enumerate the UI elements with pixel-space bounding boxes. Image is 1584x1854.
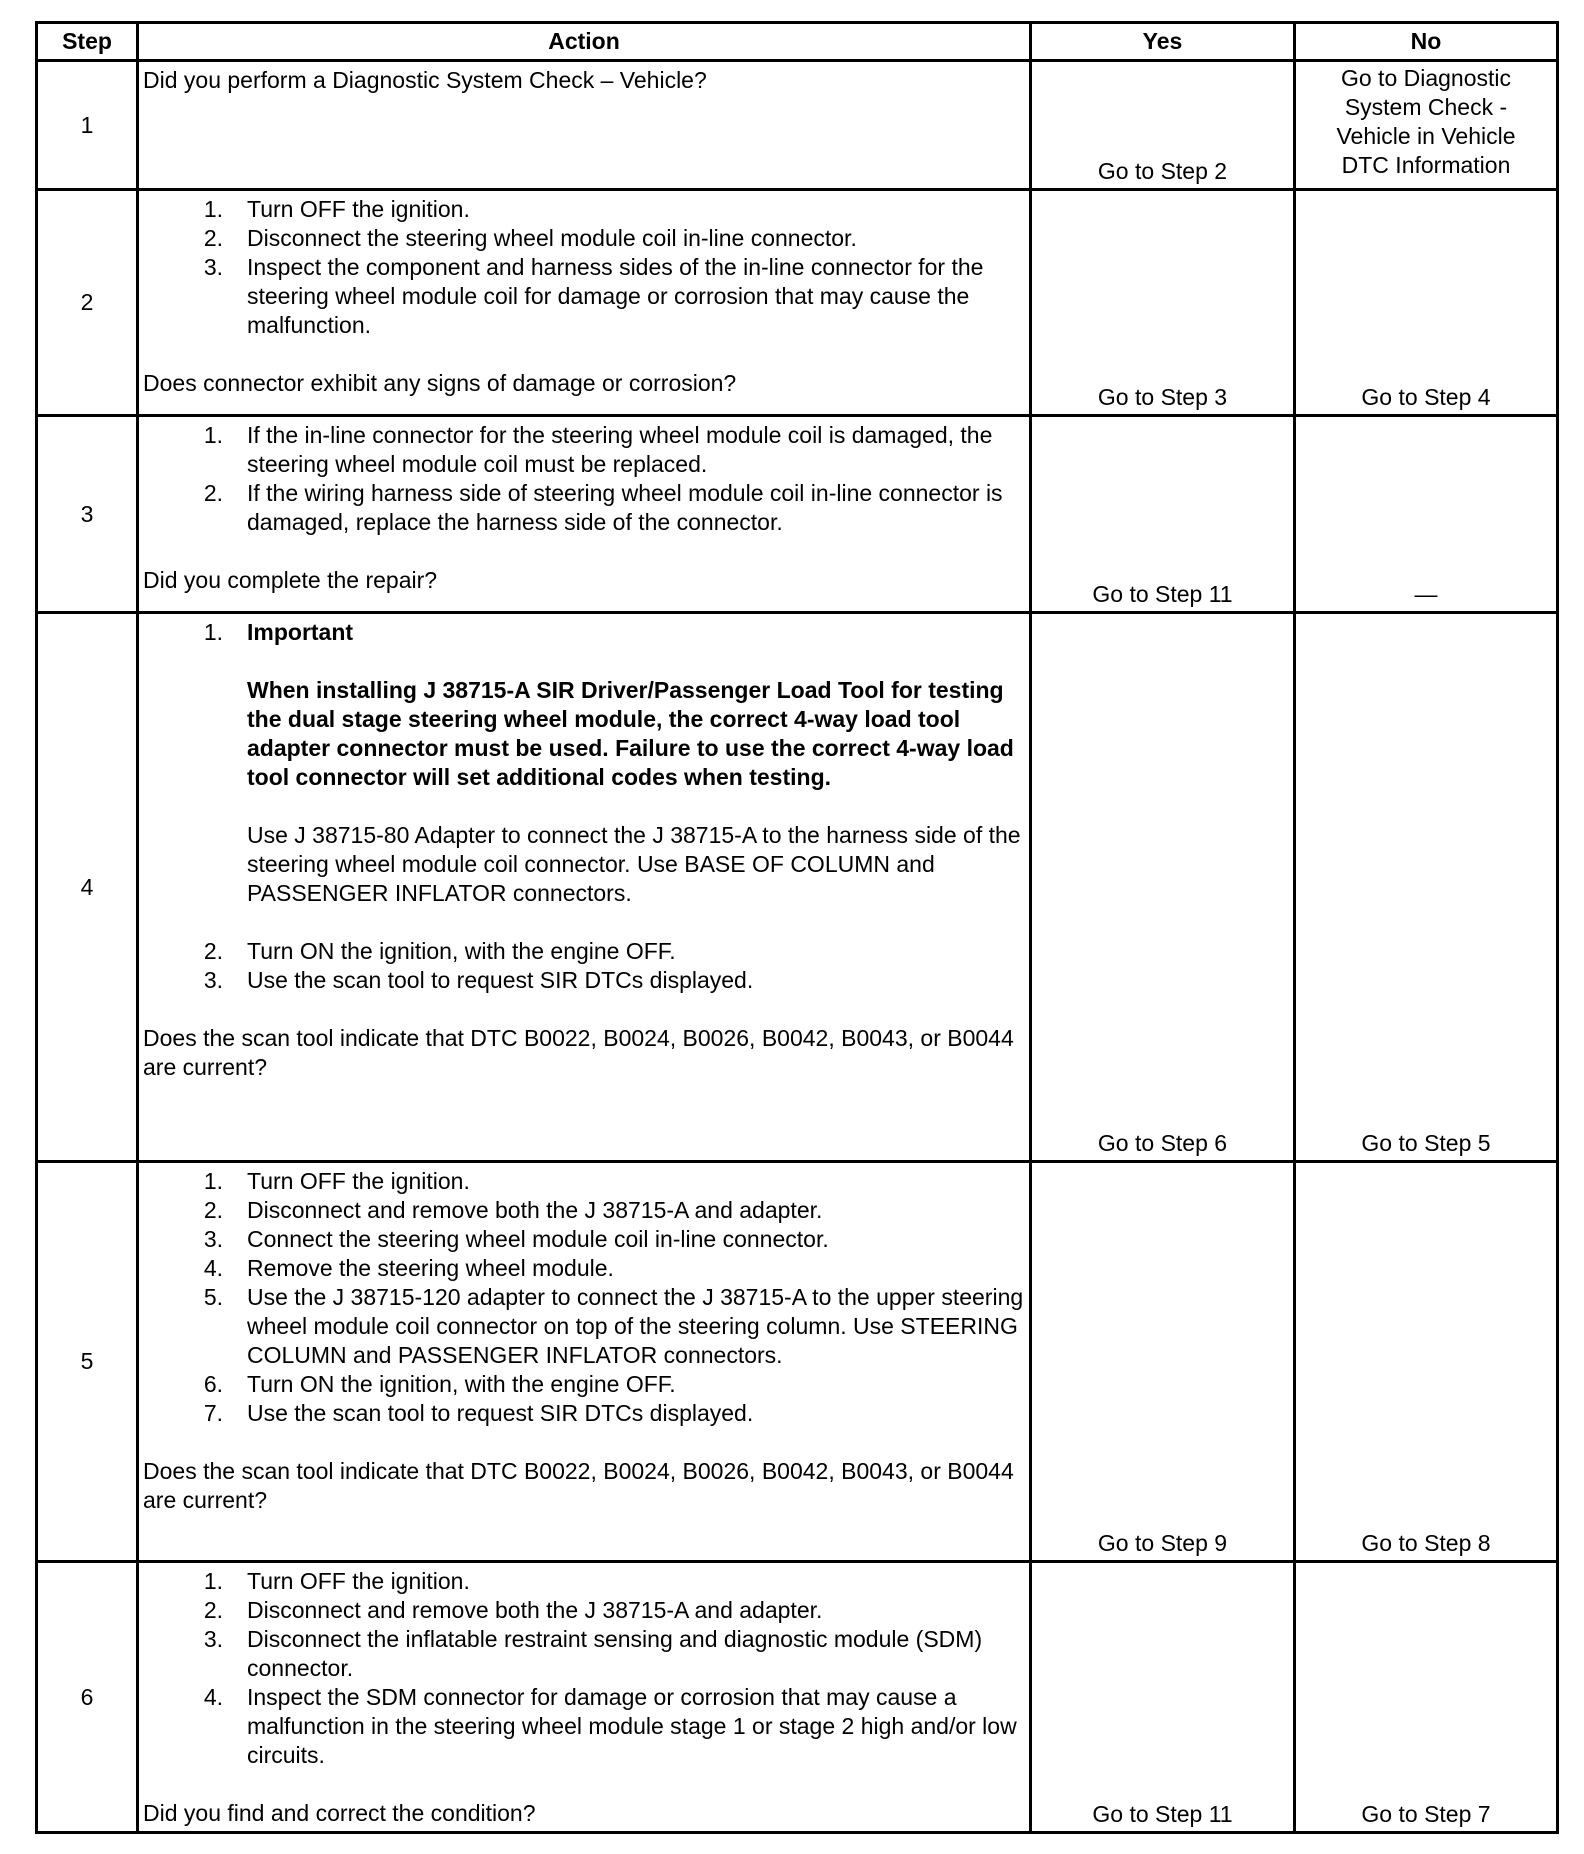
question-text: Does the scan tool indicate that DTC B0022, B0024, B0026, B0042, B0043, or B0044 are current? — [143, 1025, 1014, 1080]
table-row — [37, 190, 1558, 416]
list-item: 2. Disconnect and remove both the J 38715-A and adapter. — [203, 1597, 823, 1623]
header-yes: Yes — [1031, 23, 1295, 61]
no-result — [1295, 61, 1558, 190]
list-item: 1. Turn OFF the ignition. — [203, 196, 470, 222]
action-cell — [138, 416, 1031, 613]
step-number: 1 — [37, 61, 138, 190]
question-text: Did you complete the repair? — [143, 567, 438, 593]
no-result-line: System Check - — [1344, 94, 1508, 120]
header-no: No — [1295, 23, 1558, 61]
yes-result: Go to Step 3 — [1031, 190, 1295, 416]
no-result-line: DTC Information — [1341, 152, 1511, 178]
action-cell — [138, 190, 1031, 416]
list-item: 4. Inspect the SDM connector for damage or corrosion that may cause a malfunction in the steering wheel module stage 1 or stage 2 high and/or low circuits. — [203, 1684, 1017, 1768]
action-cell — [138, 613, 1031, 1162]
list-item: 2. Disconnect and remove both the J 38715-A and adapter. — [203, 1197, 823, 1223]
procedure-list — [143, 618, 1025, 995]
yes-result: Go to Step 11 — [1031, 1562, 1295, 1833]
list-item: 3. Disconnect the inflatable restraint sensing and diagnostic module (SDM) connector. — [203, 1626, 983, 1681]
list-item: 3. Use the scan tool to request SIR DTCs displayed. — [203, 967, 754, 993]
diagnostic-table-container — [35, 21, 1556, 1834]
question-text: Does connector exhibit any signs of damage or corrosion? — [143, 370, 737, 396]
table-row — [37, 61, 1558, 190]
list-item: 6. Turn ON the ignition, with the engine OFF. — [203, 1371, 676, 1397]
table-row — [37, 1562, 1558, 1833]
procedure-list — [143, 195, 1025, 340]
no-result: — — [1295, 416, 1558, 613]
table-row — [37, 416, 1558, 613]
list-item: 5. Use the J 38715-120 adapter to connect the J 38715-A to the upper steering wheel module coil connector on top of the steering column. Use STEERING COLUMN and PASSENGER INFLATOR connectors. — [203, 1284, 1024, 1368]
list-item: 4. Remove the steering wheel module. — [203, 1255, 614, 1281]
procedure-list — [143, 1567, 1025, 1770]
question-text: Did you perform a Diagnostic System Check – Vehicle? — [143, 67, 707, 93]
step-number: 4 — [37, 613, 138, 1162]
list-item: 1. Important When installing J 38715-A SIR Driver/Passenger Load Tool for testing the dual stage steering wheel module, the correct 4-way load tool adapter connector must be used. Failure to use the correct 4-way load tool connector will set additional codes when testing. Use J 38715-80 Adapter to connect the J 38715-A to the harness side of the steering wheel module coil connector. Use BASE OF COLUMN and PASSENGER INFLATOR connectors. — [143, 618, 1025, 937]
important-title: Important — [247, 619, 354, 645]
table-row — [37, 613, 1558, 1162]
yes-result: Go to Step 6 — [1031, 613, 1295, 1162]
diagnostic-table — [35, 21, 1559, 1834]
no-result: Go to Step 5 — [1295, 613, 1558, 1162]
no-result: Go to Step 8 — [1295, 1162, 1558, 1562]
step-number: 5 — [37, 1162, 138, 1562]
action-cell — [138, 1162, 1031, 1562]
procedure-list — [143, 421, 1025, 537]
step-number: 6 — [37, 1562, 138, 1833]
no-result-line: Vehicle in Vehicle — [1336, 123, 1516, 149]
important-note: Use J 38715-80 Adapter to connect the J 38715-A to the harness side of the steering wheel module coil connector. Use BASE OF COLUMN and PASSENGER INFLATOR connectors. — [247, 822, 1021, 906]
table-row — [37, 1162, 1558, 1562]
header-step: Step — [37, 23, 138, 61]
no-result: Go to Step 7 — [1295, 1562, 1558, 1833]
list-item: 7. Use the scan tool to request SIR DTCs displayed. — [203, 1400, 754, 1426]
step-number: 2 — [37, 190, 138, 416]
header-action: Action — [138, 23, 1031, 61]
procedure-list — [143, 1167, 1025, 1428]
important-warning: When installing J 38715-A SIR Driver/Passenger Load Tool for testing the dual stage steering wheel module, the correct 4-way load tool adapter connector must be used. Failure to use the correct 4-way load tool connector will set additional codes when testing. — [247, 677, 1014, 790]
yes-result: Go to Step 9 — [1031, 1162, 1295, 1562]
table-header-row — [37, 23, 1558, 61]
list-item: 3. Connect the steering wheel module coil in-line connector. — [203, 1226, 829, 1252]
list-item: 3. Inspect the component and harness sides of the in-line connector for the steering wheel module coil for damage or corrosion that may cause the malfunction. — [203, 254, 984, 338]
yes-result: Go to Step 11 — [1031, 416, 1295, 613]
action-cell — [138, 61, 1031, 190]
list-item: 2. If the wiring harness side of steering wheel module coil in-line connector is damaged, replace the harness side of the connector. — [203, 480, 1003, 535]
no-result: Go to Step 4 — [1295, 190, 1558, 416]
list-item: 2. Disconnect the steering wheel module coil in-line connector. — [203, 225, 857, 251]
list-item: 1. If the in-line connector for the steering wheel module coil is damaged, the steering wheel module coil must be replaced. — [203, 422, 993, 477]
yes-result: Go to Step 2 — [1031, 61, 1295, 190]
action-cell — [138, 1562, 1031, 1833]
list-item: 2. Turn ON the ignition, with the engine OFF. — [203, 938, 676, 964]
step-number: 3 — [37, 416, 138, 613]
question-text: Does the scan tool indicate that DTC B0022, B0024, B0026, B0042, B0043, or B0044 are current? — [143, 1458, 1014, 1513]
list-item: 1. Turn OFF the ignition. — [203, 1568, 470, 1594]
no-result-line: Go to Diagnostic — [1340, 65, 1512, 91]
question-text: Did you find and correct the condition? — [143, 1800, 536, 1826]
list-item: 1. Turn OFF the ignition. — [203, 1168, 470, 1194]
